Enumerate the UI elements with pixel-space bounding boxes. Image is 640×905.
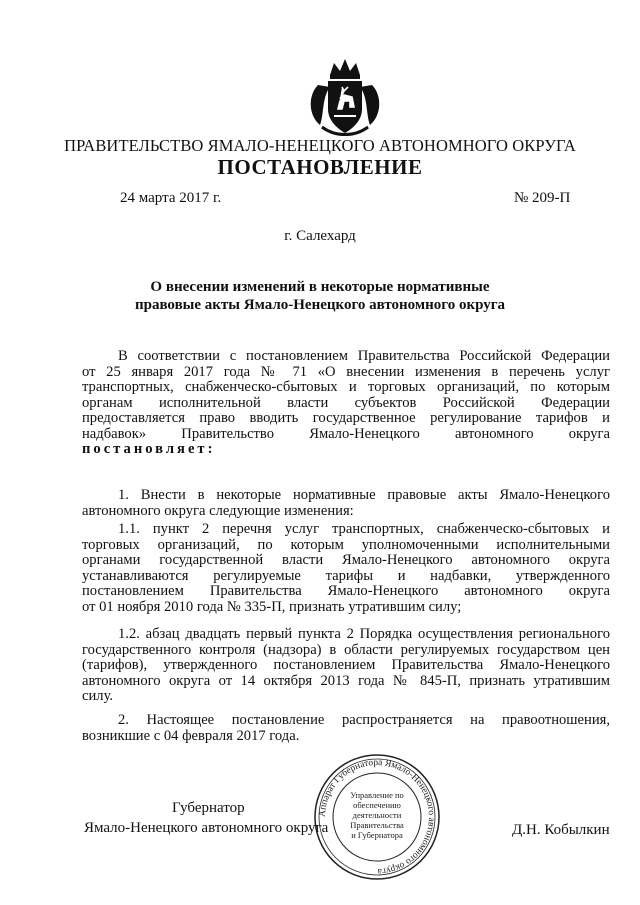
seal-center-line: Правительства	[350, 820, 404, 830]
organization-name: ПРАВИТЕЛЬСТВО ЯМАЛО-НЕНЕЦКОГО АВТОНОМНОГО ОКРУГА	[64, 136, 576, 155]
signature-title: Губернатор	[172, 800, 245, 816]
document-title	[0, 278, 640, 314]
text-line: постановлением Правительства Ямало-Ненецкого автономного округа	[82, 583, 610, 599]
document-date: 24 марта 2017 г.	[120, 190, 222, 206]
text-line: надбавок» Правительство Ямало-Ненецкого автономного округа	[82, 425, 610, 442]
text-line: силу.	[82, 688, 114, 704]
preamble	[82, 349, 610, 458]
text-line: торговых организаций, по которым уполномоченными исполнительными	[82, 536, 610, 553]
text-line: 1.2. абзац двадцать первый пункта 2 Порядка осуществления регионального	[118, 626, 610, 642]
paragraph-1-1	[82, 522, 610, 615]
text-line: 1.1. пункт 2 перечня услуг транспортных, снабженческо-сбытовых и	[118, 521, 610, 537]
text-line: предоставляется право вводить государственное регулирование тарифов и	[82, 410, 610, 426]
seal-center-line: обеспечению	[353, 800, 401, 810]
document-number: № 209-П	[514, 190, 571, 206]
title-line: О внесении изменений в некоторые нормативные	[150, 279, 490, 295]
paragraph-1	[82, 488, 610, 519]
title-line: правовые акты Ямало-Ненецкого автономного округа	[134, 297, 506, 313]
document-city: г. Салехард	[284, 228, 356, 244]
text-line: 1. Внести в некоторые нормативные правовые акты Ямало-Ненецкого	[118, 487, 610, 503]
text-line: государственного контроля (надзора) в области регулируемых государством цен	[82, 641, 610, 658]
seal-ring-text: Аппарат Губернатора Ямало-Ненецкого автономного округа	[317, 757, 437, 877]
text-line: органами государственной власти Ямало-Ненецкого автономного округа	[82, 552, 610, 568]
official-seal	[312, 752, 442, 882]
text-line: В соответствии с постановлением Правительства Российской Федерации	[118, 348, 610, 364]
text-line: автономного округа от 14 октября 2013 года № 845-П, признать утратившим	[82, 672, 610, 689]
text-line: устанавливаются регулируемые тарифы и надбавки, утвержденного	[82, 567, 610, 584]
text-line: от 25 января 2017 года № 71 «О внесении изменения в перечень услуг	[82, 363, 610, 380]
text-line: (тарифов), утвержденного постановлением Правительства Ямало-Ненецкого	[82, 657, 610, 673]
text-line: возникшие с 04 февраля 2017 года.	[82, 727, 300, 744]
text-line: 2. Настоящее постановление распространяется на правоотношения,	[118, 712, 610, 728]
seal-center-line: деятельности	[352, 810, 402, 820]
coat-of-arms-icon	[300, 55, 390, 137]
paragraph-2	[82, 713, 610, 744]
text-line: транспортных, снабженческо-сбытовых и торговых организаций, по которым	[82, 379, 610, 395]
seal-center-line: Управление по	[350, 790, 404, 800]
seal-center-line: и Губернатора	[351, 830, 403, 840]
text-line: от 01 ноября 2010 года № 335-П, признать утратившим силу;	[82, 598, 462, 615]
text-line: органам исполнительной власти субъектов Российской Федерации	[82, 394, 610, 411]
text-line: автономного округа следующие изменения:	[82, 502, 354, 519]
signature-org: Ямало-Ненецкого автономного округа	[84, 820, 329, 836]
decree-word: постановляет:	[82, 441, 216, 457]
paragraph-1-2	[82, 627, 610, 705]
document-type: ПОСТАНОВЛЕНИЕ	[217, 155, 423, 179]
signature-name: Д.Н. Кобылкин	[512, 822, 610, 838]
